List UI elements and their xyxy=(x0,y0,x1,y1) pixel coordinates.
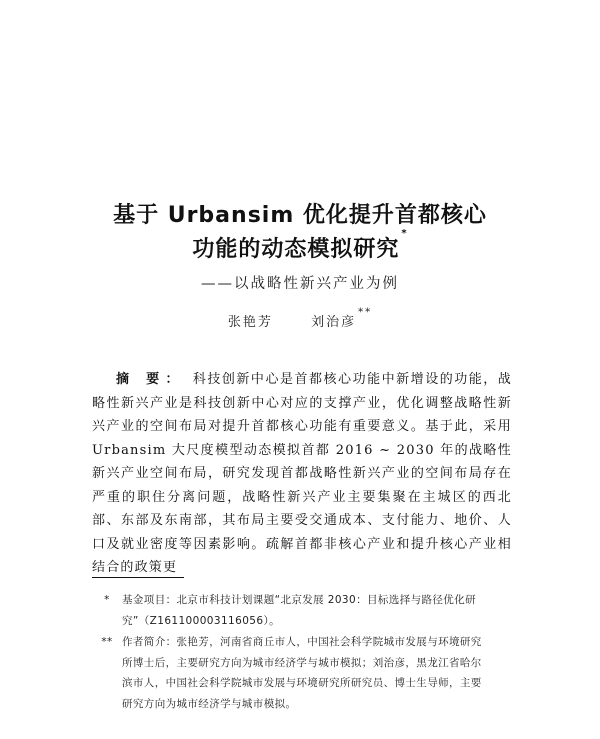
abstract-label: 摘 要： xyxy=(116,372,185,387)
footnote-bio-line-2: 所博士后，主要研究方向为城市经济学与城市模拟；刘治彦，黑龙江省哈尔 xyxy=(122,656,482,669)
footnote-funding-marker: * xyxy=(104,594,110,606)
footnote-bio-marker: ** xyxy=(101,636,113,648)
footnote-bio-text-1: 作者简介：张艳芳，河南省商丘市人，中国社会科学院城市发展与环境研究 xyxy=(122,636,482,648)
funding-footnote-marker: * xyxy=(401,228,408,239)
footnote-author-bio xyxy=(92,632,514,714)
paper-title-line-1: 基于 Urbansim 优化提升首都核心 xyxy=(113,203,487,228)
footnote-bio-line-4: 研究方向为城市经济学与城市模拟。 xyxy=(122,697,297,710)
footnote-separator xyxy=(92,577,184,578)
footnote-funding-text-1: 基金项目：北京市科技计划课题“北京发展 2030：目标选择与路径优化研 xyxy=(122,594,476,606)
footnote-funding xyxy=(92,590,514,631)
abstract-paragraph xyxy=(92,368,512,580)
author-2-name: 刘治彦 xyxy=(311,315,357,330)
footnote-bio-line-1 xyxy=(92,632,514,653)
paper-title-line-2-text: 功能的动态模拟研究 xyxy=(192,237,400,262)
footnote-funding-line-1 xyxy=(92,590,514,611)
footnote-funding-line-2: 究”（Z161100003116056）。 xyxy=(122,614,280,627)
author-footnote-marker: ** xyxy=(358,307,373,318)
author-line xyxy=(0,307,600,330)
footnote-bio-line-3: 滨市人，中国社会科学院城市发展与环境研究所研究员、博士生导师，主要 xyxy=(122,677,482,689)
abstract-text: 科技创新中心是首都核心功能中新增设的功能，战略性新兴产业是科技创新中心对应的支撑产业，优化调整战略性新兴产业的空间布局对提升首都核心功能有重要意义。基于此，采用 Urbansim 大尺度模型动态模拟首都 2016 ~ 2030 年的战略性新兴产业空间布局，研究发现首都战略性新兴产业的空间布局存在严重的职住分离问题，战略性新兴产业主要集聚在主城区的西北部、东部及东南部，其布局主要受交通成本、支付能力、地价、人口及就业密度等因素影响。疏解首都非核心产业和提升核心产业相结合的政策更 xyxy=(92,372,513,575)
author-1-name: 张艳芳 xyxy=(227,315,273,330)
paper-title-line-2 xyxy=(0,228,600,263)
paper-subtitle: ——以战略性新兴产业为例 xyxy=(201,276,399,292)
